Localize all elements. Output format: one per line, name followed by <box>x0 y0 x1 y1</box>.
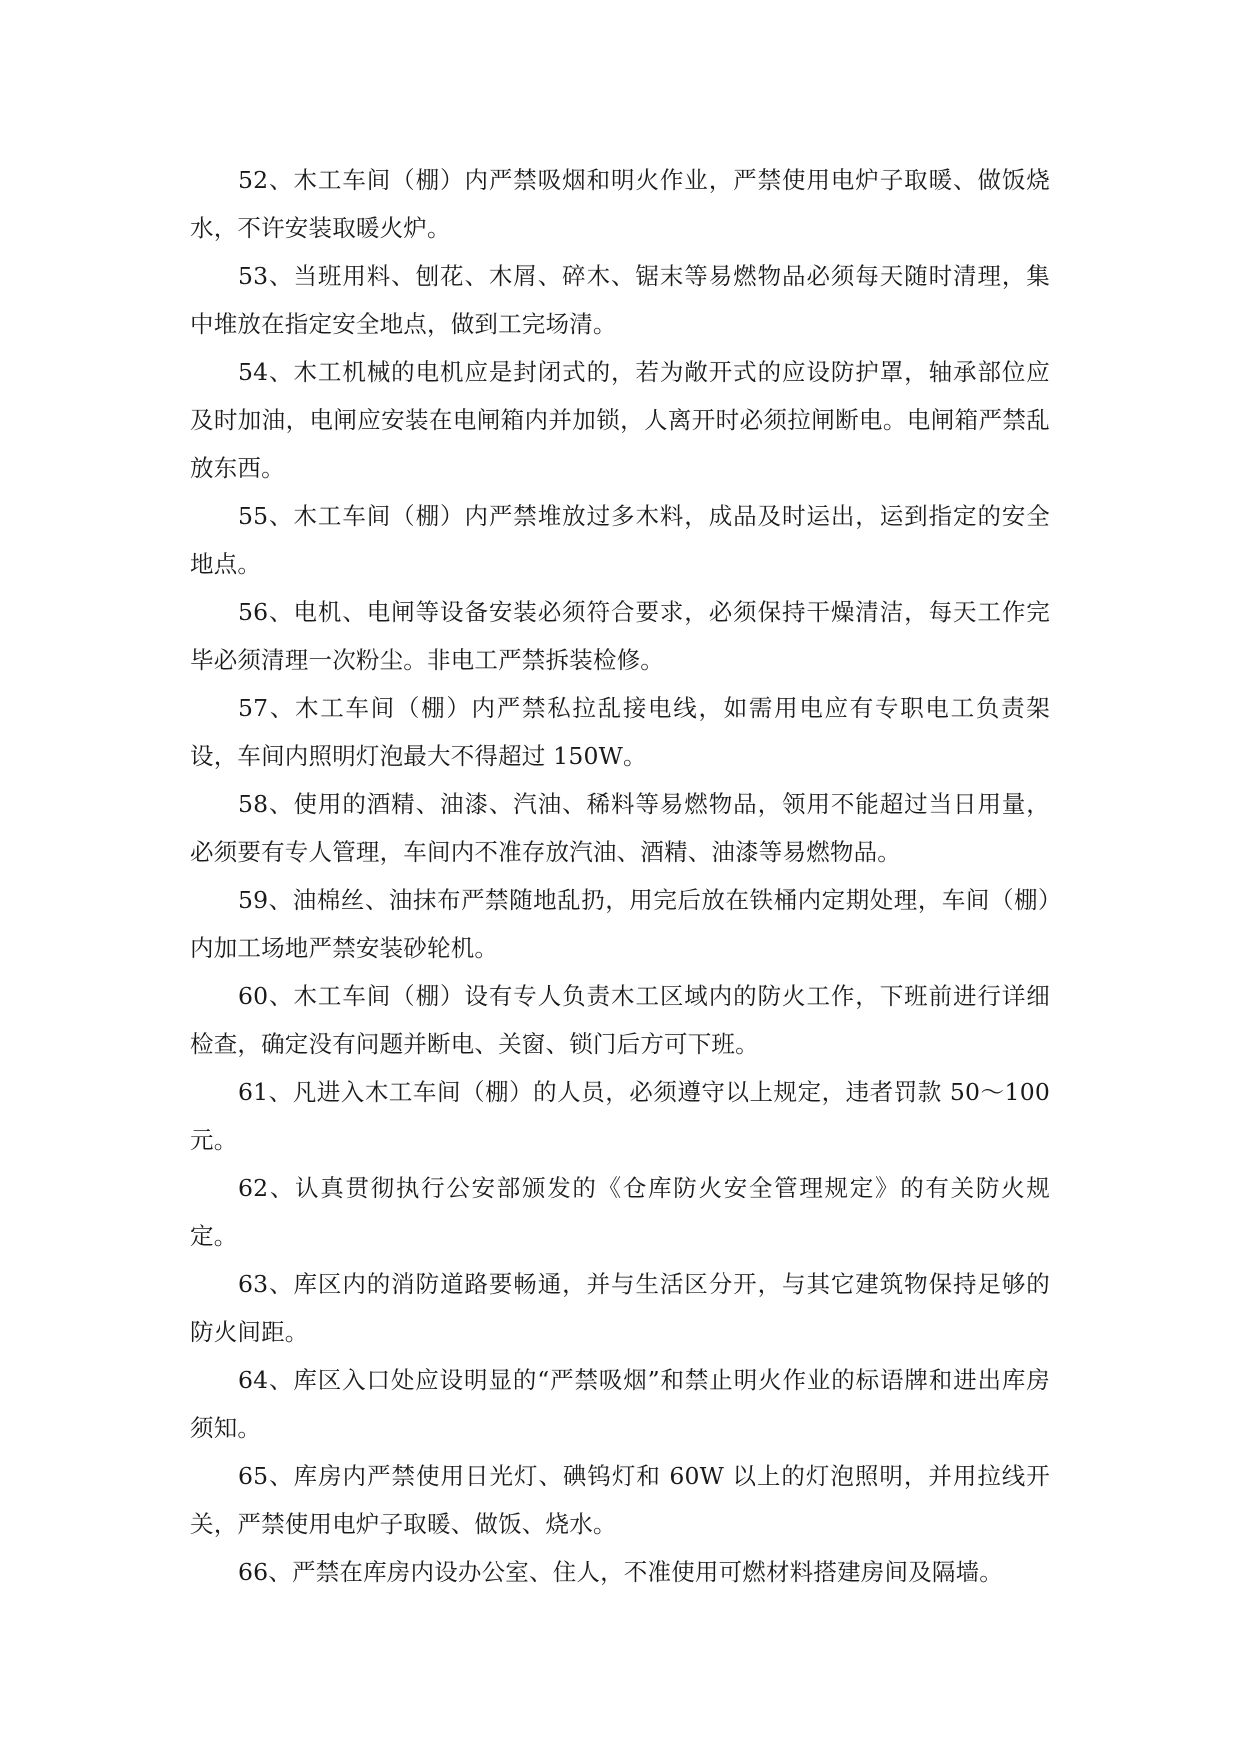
paragraph-62: 62、认真贯彻执行公安部颁发的《仓库防火安全管理规定》的有关防火规定。 <box>190 1174 1050 1250</box>
paragraph-60: 60、木工车间（棚）设有专人负责木工区域内的防火工作，下班前进行详细检查，确定没有问题并断电、关窗、锁门后方可下班。 <box>190 982 1050 1058</box>
paragraph-63: 63、库区内的消防道路要畅通，并与生活区分开，与其它建筑物保持足够的防火间距。 <box>190 1270 1050 1346</box>
paragraph-65: 65、库房内严禁使用日光灯、碘钨灯和 60W 以上的灯泡照明，并用拉线开关，严禁使用电炉子取暖、做饭、烧水。 <box>190 1462 1050 1538</box>
paragraph-56: 56、电机、电闸等设备安装必须符合要求，必须保持干燥清洁，每天工作完毕必须清理一次粉尘。非电工严禁拆装检修。 <box>190 598 1050 674</box>
document-body <box>190 156 1050 1596</box>
paragraph-59: 59、油棉丝、油抹布严禁随地乱扔，用完后放在铁桶内定期处理，车间（棚）内加工场地严禁安装砂轮机。 <box>190 886 1050 962</box>
paragraph-54: 54、木工机械的电机应是封闭式的，若为敞开式的应设防护罩，轴承部位应及时加油，电闸应安装在电闸箱内并加锁，人离开时必须拉闸断电。电闸箱严禁乱放东西。 <box>190 358 1050 482</box>
paragraph-55: 55、木工车间（棚）内严禁堆放过多木料，成品及时运出，运到指定的安全地点。 <box>190 502 1050 578</box>
paragraph-53: 53、当班用料、刨花、木屑、碎木、锯末等易燃物品必须每天随时清理，集中堆放在指定安全地点，做到工完场清。 <box>190 262 1050 338</box>
paragraph-64: 64、库区入口处应设明显的“严禁吸烟”和禁止明火作业的标语牌和进出库房须知。 <box>190 1366 1050 1442</box>
paragraph-61: 61、凡进入木工车间（棚）的人员，必须遵守以上规定，违者罚款 50～100元。 <box>190 1078 1050 1154</box>
paragraph-52: 52、木工车间（棚）内严禁吸烟和明火作业，严禁使用电炉子取暖、做饭烧水，不许安装取暖火炉。 <box>190 166 1050 242</box>
paragraph-58: 58、使用的酒精、油漆、汽油、稀料等易燃物品，领用不能超过当日用量，必须要有专人管理，车间内不准存放汽油、酒精、油漆等易燃物品。 <box>190 790 1050 866</box>
paragraph-66: 66、严禁在库房内设办公室、住人，不准使用可燃材料搭建房间及隔墙。 <box>238 1558 1004 1586</box>
paragraph-57: 57、木工车间（棚）内严禁私拉乱接电线，如需用电应有专职电工负责架设，车间内照明灯泡最大不得超过 150W。 <box>190 694 1050 770</box>
